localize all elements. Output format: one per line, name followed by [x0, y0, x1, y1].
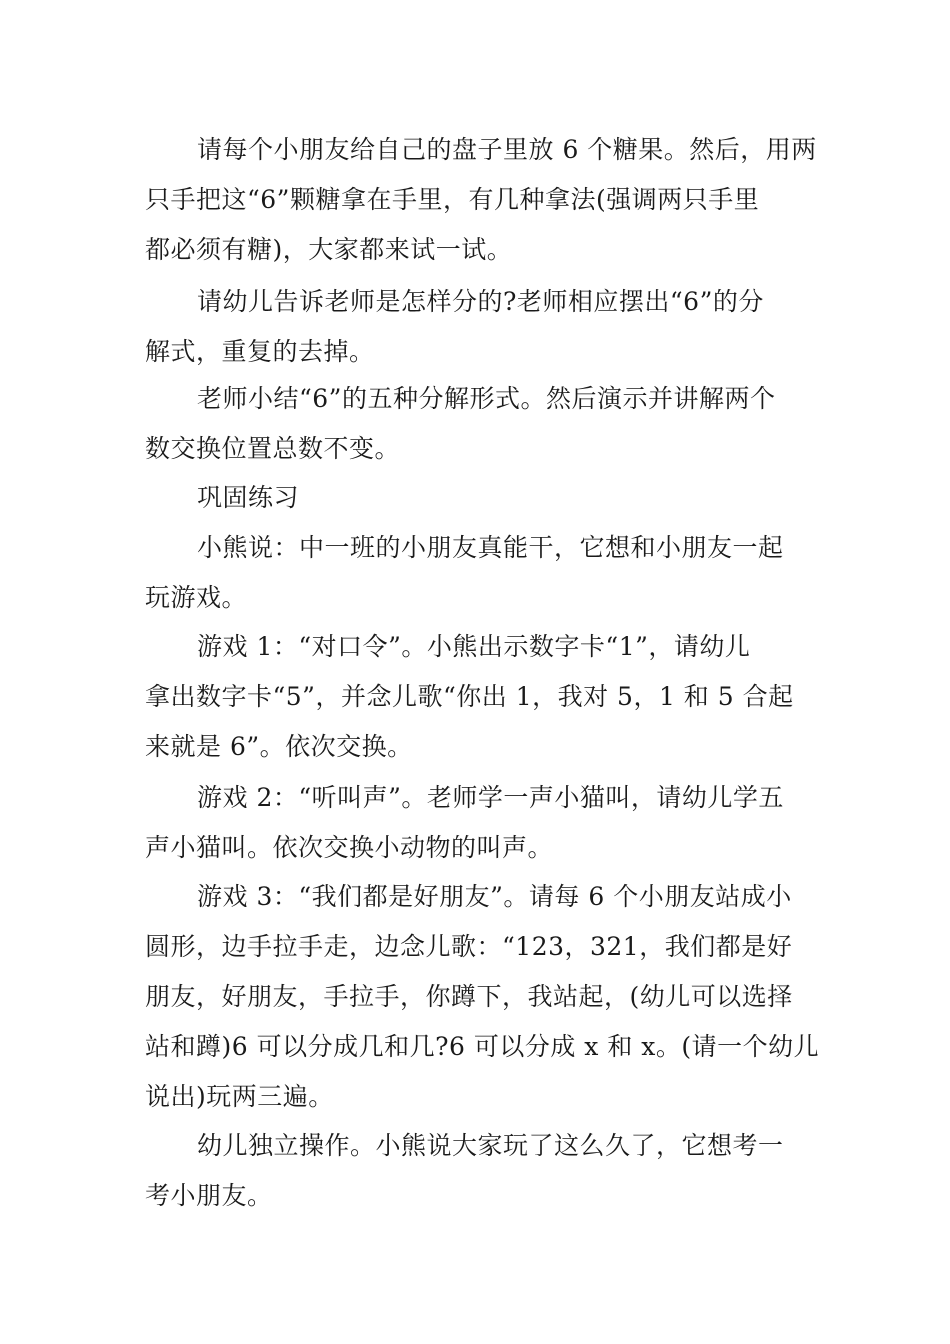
- paragraph-2-line-1: 请幼儿告诉老师是怎样分的?老师相应摆出“6”的分: [197, 287, 764, 316]
- paragraph-6-line-2: 拿出数字卡“5”，并念儿歌“你出 1，我对 5，1 和 5 合起: [145, 682, 794, 711]
- paragraph-3-line-2: 数交换位置总数不变。: [145, 434, 401, 463]
- paragraph-9-line-2: 考小朋友。: [145, 1181, 273, 1210]
- paragraph-3-line-1: 老师小结“6”的五种分解形式。然后演示并讲解两个: [197, 384, 776, 413]
- paragraph-7-line-2: 声小猫叫。依次交换小动物的叫声。: [145, 833, 554, 862]
- paragraph-8-line-2: 圆形，边手拉手走，边念儿歌：“123，321，我们都是好: [145, 932, 793, 961]
- paragraph-2-line-2: 解式，重复的去掉。: [145, 337, 375, 366]
- paragraph-1-line-1: 请每个小朋友给自己的盘子里放 6 个糖果。然后，用两: [197, 135, 817, 164]
- paragraph-8-line-4: 站和蹲)6 可以分成几和几?6 可以分成 x 和 x。(请一个幼儿: [145, 1032, 820, 1061]
- section-heading: 巩固练习: [197, 483, 300, 512]
- paragraph-7-line-1: 游戏 2：“听叫声”。老师学一声小猫叫，请幼儿学五: [197, 783, 784, 812]
- paragraph-1-line-2: 只手把这“6”颗糖拿在手里，有几种拿法(强调两只手里: [145, 185, 760, 214]
- paragraph-6-line-3: 来就是 6”。依次交换。: [145, 732, 413, 761]
- paragraph-6-line-1: 游戏 1：“对口令”。小熊出示数字卡“1”，请幼儿: [197, 632, 751, 661]
- paragraph-8-line-1: 游戏 3：“我们都是好朋友”。请每 6 个小朋友站成小: [197, 882, 792, 911]
- paragraph-9-line-1: 幼儿独立操作。小熊说大家玩了这么久了，它想考一: [197, 1131, 784, 1160]
- paragraph-8-line-3: 朋友，好朋友，手拉手，你蹲下，我站起，(幼儿可以选择: [145, 982, 793, 1011]
- paragraph-8-line-5: 说出)玩两三遍。: [145, 1082, 334, 1111]
- paragraph-1-line-3: 都必须有糖)，大家都来试一试。: [145, 235, 513, 264]
- paragraph-5-line-1: 小熊说：中一班的小朋友真能干，它想和小朋友一起: [197, 533, 784, 562]
- paragraph-5-line-2: 玩游戏。: [145, 583, 248, 612]
